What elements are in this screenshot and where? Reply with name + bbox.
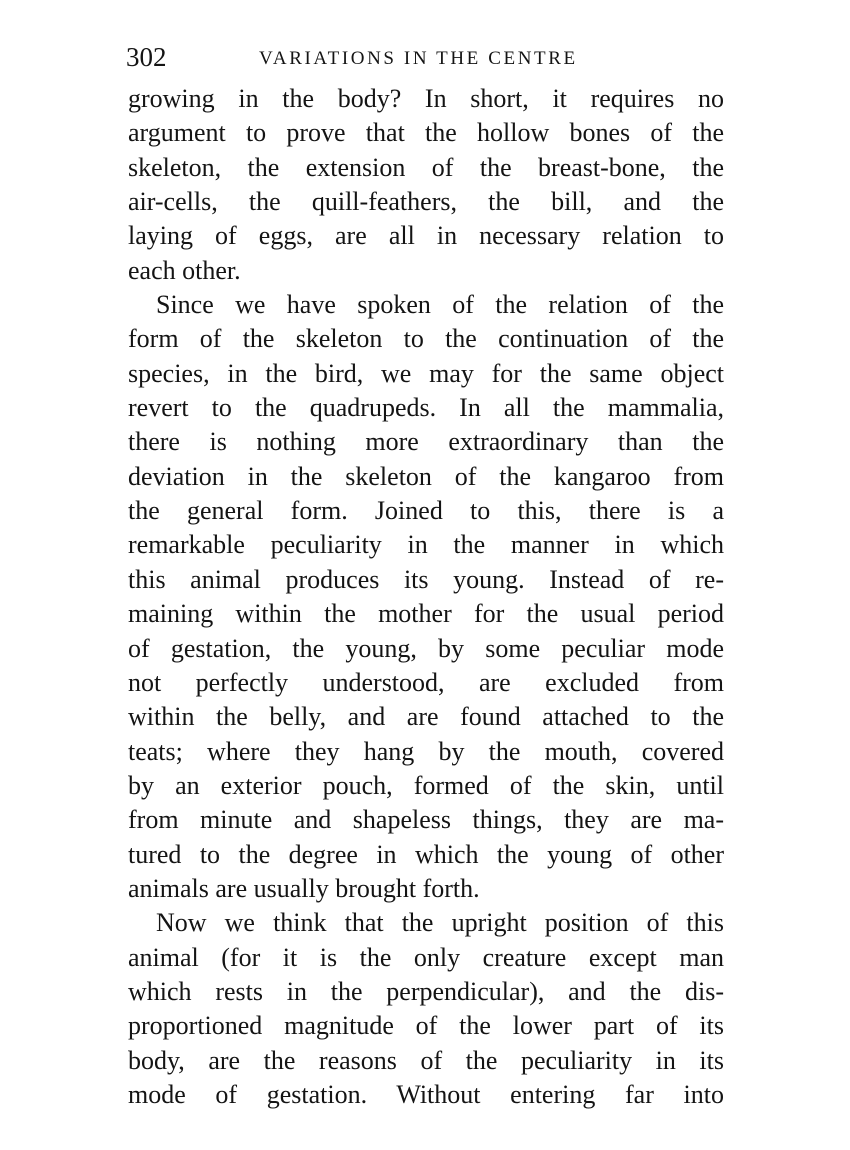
page-number: 302	[126, 42, 167, 72]
text-line: the general form. Joined to this, there is a	[128, 496, 724, 526]
text-line: revert to the quadrupeds. In all the mammalia,	[128, 393, 724, 423]
running-head-title: VARIATIONS IN THE CENTRE	[259, 48, 578, 69]
text-line: body, are the reasons of the peculiarity in its	[128, 1045, 724, 1075]
paragraph	[128, 288, 724, 906]
text-line: not perfectly understood, are excluded from	[128, 667, 724, 697]
text-line: which rests in the perpendicular), and the dis-	[128, 976, 724, 1006]
text-line: deviation in the skeleton of the kangaroo from	[128, 461, 724, 491]
text-line: by an exterior pouch, formed of the skin, until	[128, 770, 724, 800]
text-line: proportioned magnitude of the lower part of its	[128, 1011, 724, 1041]
text-line: maining within the mother for the usual period	[128, 599, 724, 629]
text-line: skeleton, the extension of the breast-bone, the	[128, 152, 724, 182]
text-line: of gestation, the young, by some peculiar mode	[128, 633, 724, 663]
text-line: animal (for it is the only creature except man	[128, 942, 724, 972]
text-line: this animal produces its young. Instead of re-	[128, 564, 724, 594]
text-line: species, in the bird, we may for the same object	[128, 358, 724, 388]
text-line: remarkable peculiarity in the manner in which	[128, 530, 724, 560]
text-line: form of the skeleton to the continuation of the	[128, 324, 724, 354]
text-line: tured to the degree in which the young of other	[128, 839, 724, 869]
text-line: mode of gestation. Without entering far into	[128, 1079, 724, 1109]
text-line: animals are usually brought forth.	[128, 873, 480, 903]
text-line: within the belly, and are found attached to the	[128, 702, 724, 732]
text-line: Now we think that the upright position of this	[156, 908, 724, 938]
text-line: laying of eggs, are all in necessary relation to	[128, 221, 724, 251]
paragraph	[128, 906, 724, 1112]
running-head	[126, 40, 726, 74]
text-line: teats; where they hang by the mouth, covered	[128, 736, 724, 766]
text-line: each other.	[128, 255, 241, 285]
text-line: Since we have spoken of the relation of the	[156, 290, 724, 320]
paragraph	[128, 82, 724, 288]
text-line: from minute and shapeless things, they are ma-	[128, 805, 724, 835]
text-line: air-cells, the quill-feathers, the bill, and the	[128, 187, 724, 217]
text-line: growing in the body? In short, it requires no	[128, 84, 724, 113]
text-line: argument to prove that the hollow bones of the	[128, 118, 724, 148]
body-text	[128, 82, 724, 1112]
text-line: there is nothing more extraordinary than the	[128, 427, 724, 457]
